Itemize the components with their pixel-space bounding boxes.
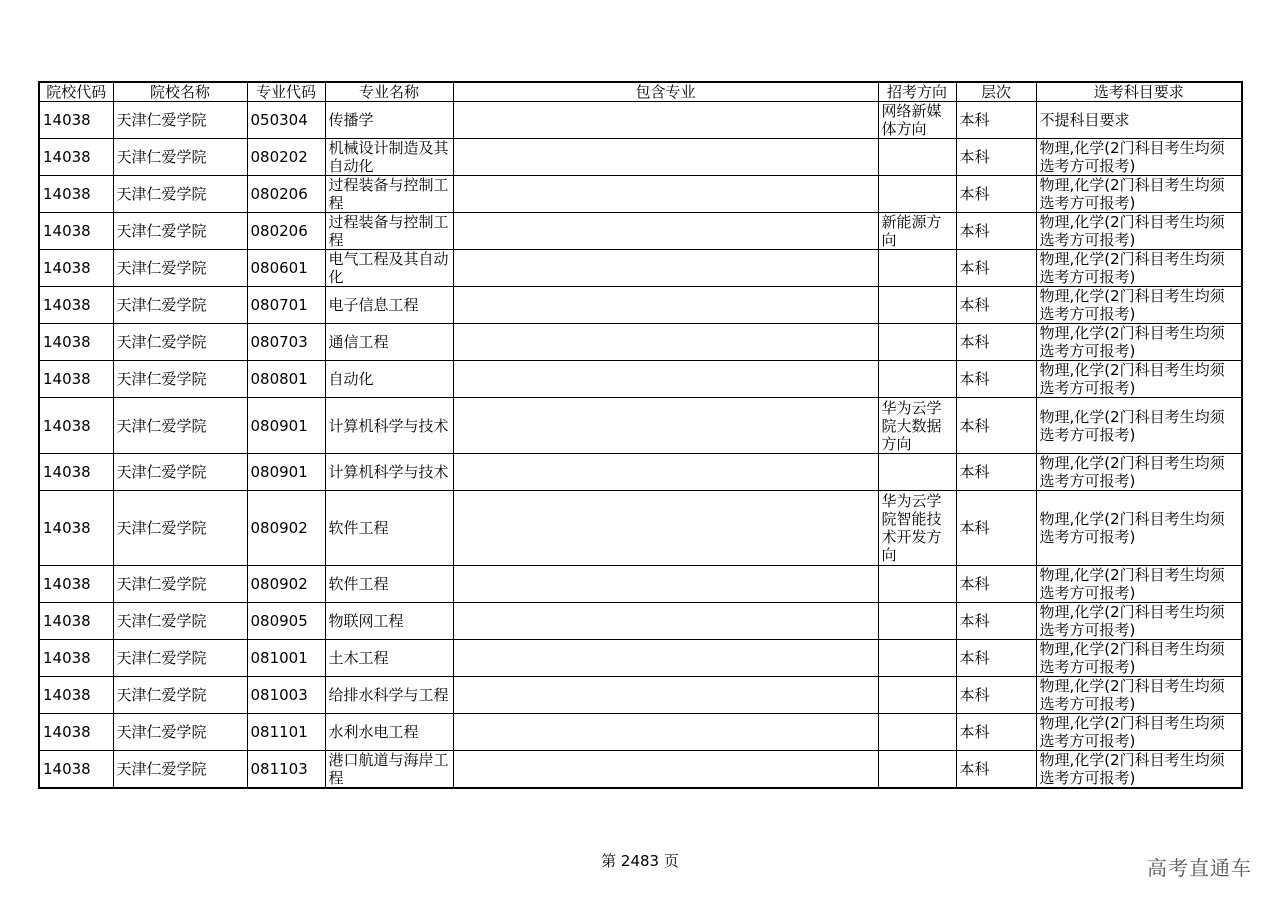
table-row: [39, 139, 1242, 176]
major-name-cell: 电气工程及其自动化: [325, 250, 453, 287]
direction-cell: [878, 324, 956, 361]
direction-cell: [878, 454, 956, 491]
level-cell: 本科: [956, 677, 1036, 714]
major-name-cell: 过程装备与控制工程: [325, 213, 453, 250]
school-name-cell: 天津仁爱学院: [113, 361, 247, 398]
subject-req-cell: 物理,化学(2门科目考生均须选考方可报考): [1036, 287, 1242, 324]
included-majors-cell: [453, 640, 878, 677]
major-code-cell: 080206: [247, 176, 325, 213]
major-name-cell: 计算机科学与技术: [325, 398, 453, 454]
level-cell: 本科: [956, 102, 1036, 139]
school-code-cell: 14038: [39, 714, 113, 751]
level-cell: 本科: [956, 398, 1036, 454]
table-row: [39, 454, 1242, 491]
major-name-cell: 物联网工程: [325, 603, 453, 640]
level-cell: 本科: [956, 176, 1036, 213]
direction-cell: [878, 603, 956, 640]
subject-req-cell: 物理,化学(2门科目考生均须选考方可报考): [1036, 714, 1242, 751]
admissions-table: [38, 81, 1243, 789]
direction-cell: [878, 677, 956, 714]
major-code-cell: 080902: [247, 491, 325, 566]
level-cell: 本科: [956, 361, 1036, 398]
included-majors-cell: [453, 324, 878, 361]
level-cell: 本科: [956, 566, 1036, 603]
major-code-cell: 080901: [247, 454, 325, 491]
subject-req-cell: 物理,化学(2门科目考生均须选考方可报考): [1036, 324, 1242, 361]
major-code-cell: 081003: [247, 677, 325, 714]
header-level: 层次: [956, 82, 1036, 102]
school-code-cell: 14038: [39, 139, 113, 176]
table-row: [39, 361, 1242, 398]
direction-cell: [878, 751, 956, 789]
school-code-cell: 14038: [39, 213, 113, 250]
major-code-cell: 080601: [247, 250, 325, 287]
major-code-cell: 080901: [247, 398, 325, 454]
included-majors-cell: [453, 603, 878, 640]
page-number: 第 2483 页: [601, 852, 679, 870]
direction-cell: [878, 566, 956, 603]
header-subject-req: 选考科目要求: [1036, 82, 1242, 102]
included-majors-cell: [453, 751, 878, 789]
header-direction: 招考方向: [878, 82, 956, 102]
table-row: [39, 714, 1242, 751]
school-name-cell: 天津仁爱学院: [113, 677, 247, 714]
subject-req-cell: 物理,化学(2门科目考生均须选考方可报考): [1036, 398, 1242, 454]
school-code-cell: 14038: [39, 491, 113, 566]
school-code-cell: 14038: [39, 250, 113, 287]
school-name-cell: 天津仁爱学院: [113, 454, 247, 491]
header-included-majors: 包含专业: [453, 82, 878, 102]
subject-req-cell: 物理,化学(2门科目考生均须选考方可报考): [1036, 361, 1242, 398]
level-cell: 本科: [956, 640, 1036, 677]
direction-cell: 华为云学院大数据方向: [878, 398, 956, 454]
direction-cell: [878, 176, 956, 213]
table-row: [39, 398, 1242, 454]
included-majors-cell: [453, 566, 878, 603]
subject-req-cell: 物理,化学(2门科目考生均须选考方可报考): [1036, 751, 1242, 789]
direction-cell: [878, 640, 956, 677]
included-majors-cell: [453, 176, 878, 213]
table-row: [39, 102, 1242, 139]
direction-cell: [878, 250, 956, 287]
table-row: [39, 640, 1242, 677]
table-row: [39, 324, 1242, 361]
school-name-cell: 天津仁爱学院: [113, 250, 247, 287]
subject-req-cell: 物理,化学(2门科目考生均须选考方可报考): [1036, 176, 1242, 213]
school-code-cell: 14038: [39, 287, 113, 324]
major-name-cell: 机械设计制造及其自动化: [325, 139, 453, 176]
table-row: [39, 213, 1242, 250]
school-name-cell: 天津仁爱学院: [113, 398, 247, 454]
major-name-cell: 电子信息工程: [325, 287, 453, 324]
watermark: 高考直通车: [1147, 856, 1252, 880]
subject-req-cell: 物理,化学(2门科目考生均须选考方可报考): [1036, 491, 1242, 566]
school-name-cell: 天津仁爱学院: [113, 324, 247, 361]
major-code-cell: 080703: [247, 324, 325, 361]
direction-cell: 新能源方向: [878, 213, 956, 250]
subject-req-cell: 物理,化学(2门科目考生均须选考方可报考): [1036, 454, 1242, 491]
subject-req-cell: 物理,化学(2门科目考生均须选考方可报考): [1036, 213, 1242, 250]
header-row: [39, 82, 1242, 102]
subject-req-cell: 物理,化学(2门科目考生均须选考方可报考): [1036, 250, 1242, 287]
school-code-cell: 14038: [39, 398, 113, 454]
school-name-cell: 天津仁爱学院: [113, 603, 247, 640]
included-majors-cell: [453, 714, 878, 751]
school-name-cell: 天津仁爱学院: [113, 176, 247, 213]
major-code-cell: 080206: [247, 213, 325, 250]
major-code-cell: 080902: [247, 566, 325, 603]
level-cell: 本科: [956, 250, 1036, 287]
included-majors-cell: [453, 250, 878, 287]
level-cell: 本科: [956, 213, 1036, 250]
subject-req-cell: 物理,化学(2门科目考生均须选考方可报考): [1036, 566, 1242, 603]
major-code-cell: 080202: [247, 139, 325, 176]
header-major-code: 专业代码: [247, 82, 325, 102]
level-cell: 本科: [956, 751, 1036, 789]
table-row: [39, 751, 1242, 789]
table-row: [39, 566, 1242, 603]
major-name-cell: 港口航道与海岸工程: [325, 751, 453, 789]
school-code-cell: 14038: [39, 454, 113, 491]
major-code-cell: 080905: [247, 603, 325, 640]
included-majors-cell: [453, 213, 878, 250]
subject-req-cell: 物理,化学(2门科目考生均须选考方可报考): [1036, 640, 1242, 677]
direction-cell: [878, 139, 956, 176]
major-name-cell: 水利水电工程: [325, 714, 453, 751]
school-code-cell: 14038: [39, 176, 113, 213]
school-name-cell: 天津仁爱学院: [113, 287, 247, 324]
major-code-cell: 080701: [247, 287, 325, 324]
school-name-cell: 天津仁爱学院: [113, 640, 247, 677]
level-cell: 本科: [956, 287, 1036, 324]
included-majors-cell: [453, 398, 878, 454]
major-code-cell: 081001: [247, 640, 325, 677]
direction-cell: [878, 361, 956, 398]
school-name-cell: 天津仁爱学院: [113, 751, 247, 789]
major-name-cell: 土木工程: [325, 640, 453, 677]
header-school-code: 院校代码: [39, 82, 113, 102]
major-name-cell: 自动化: [325, 361, 453, 398]
included-majors-cell: [453, 491, 878, 566]
table-row: [39, 603, 1242, 640]
included-majors-cell: [453, 287, 878, 324]
subject-req-cell: 物理,化学(2门科目考生均须选考方可报考): [1036, 603, 1242, 640]
major-code-cell: 080801: [247, 361, 325, 398]
major-name-cell: 过程装备与控制工程: [325, 176, 453, 213]
school-name-cell: 天津仁爱学院: [113, 102, 247, 139]
school-code-cell: 14038: [39, 361, 113, 398]
school-code-cell: 14038: [39, 102, 113, 139]
level-cell: 本科: [956, 714, 1036, 751]
direction-cell: [878, 287, 956, 324]
level-cell: 本科: [956, 603, 1036, 640]
school-code-cell: 14038: [39, 677, 113, 714]
included-majors-cell: [453, 454, 878, 491]
major-name-cell: 给排水科学与工程: [325, 677, 453, 714]
school-name-cell: 天津仁爱学院: [113, 213, 247, 250]
major-name-cell: 通信工程: [325, 324, 453, 361]
subject-req-cell: 不提科目要求: [1036, 102, 1242, 139]
table-row: [39, 287, 1242, 324]
subject-req-cell: 物理,化学(2门科目考生均须选考方可报考): [1036, 677, 1242, 714]
included-majors-cell: [453, 677, 878, 714]
table-row: [39, 491, 1242, 566]
header-major-name: 专业名称: [325, 82, 453, 102]
school-code-cell: 14038: [39, 324, 113, 361]
major-code-cell: 081101: [247, 714, 325, 751]
school-code-cell: 14038: [39, 566, 113, 603]
table-row: [39, 176, 1242, 213]
direction-cell: [878, 714, 956, 751]
school-code-cell: 14038: [39, 751, 113, 789]
level-cell: 本科: [956, 324, 1036, 361]
direction-cell: 网络新媒体方向: [878, 102, 956, 139]
school-code-cell: 14038: [39, 640, 113, 677]
school-name-cell: 天津仁爱学院: [113, 714, 247, 751]
level-cell: 本科: [956, 139, 1036, 176]
included-majors-cell: [453, 361, 878, 398]
table-row: [39, 250, 1242, 287]
school-code-cell: 14038: [39, 603, 113, 640]
level-cell: 本科: [956, 454, 1036, 491]
table-row: [39, 677, 1242, 714]
school-name-cell: 天津仁爱学院: [113, 491, 247, 566]
subject-req-cell: 物理,化学(2门科目考生均须选考方可报考): [1036, 139, 1242, 176]
major-code-cell: 081103: [247, 751, 325, 789]
direction-cell: 华为云学院智能技术开发方向: [878, 491, 956, 566]
major-name-cell: 传播学: [325, 102, 453, 139]
major-code-cell: 050304: [247, 102, 325, 139]
school-name-cell: 天津仁爱学院: [113, 566, 247, 603]
level-cell: 本科: [956, 491, 1036, 566]
major-name-cell: 计算机科学与技术: [325, 454, 453, 491]
school-name-cell: 天津仁爱学院: [113, 139, 247, 176]
major-name-cell: 软件工程: [325, 566, 453, 603]
included-majors-cell: [453, 102, 878, 139]
major-name-cell: 软件工程: [325, 491, 453, 566]
included-majors-cell: [453, 139, 878, 176]
header-school-name: 院校名称: [113, 82, 247, 102]
